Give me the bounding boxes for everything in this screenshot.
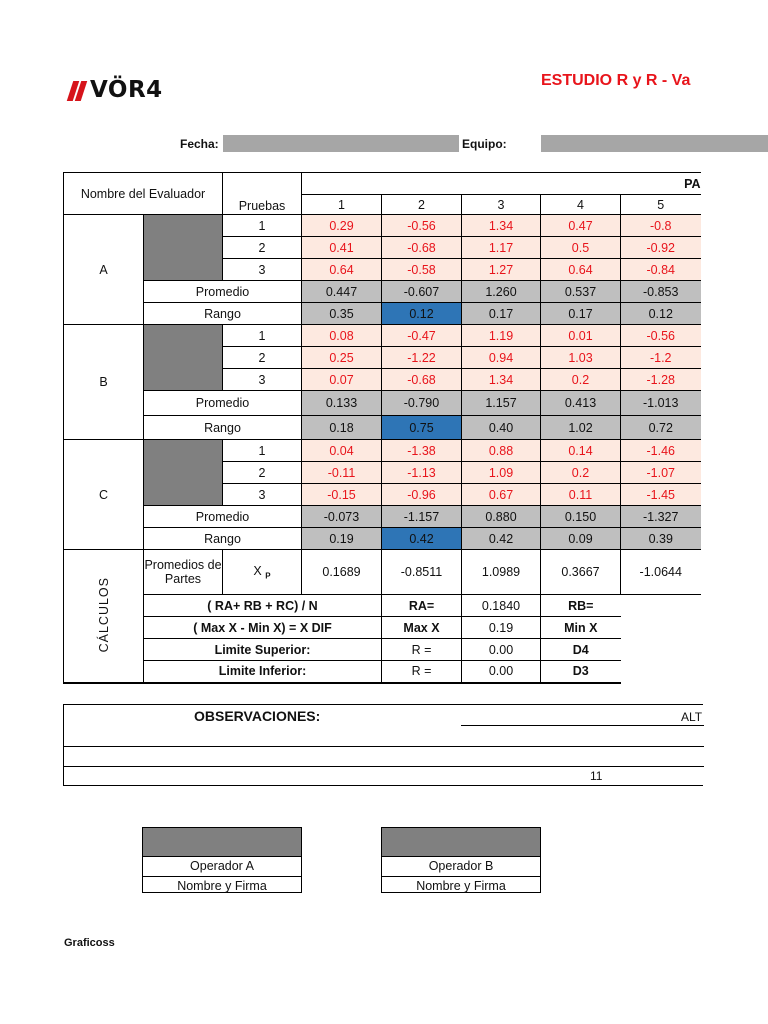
trial-label: 1 xyxy=(223,215,302,237)
promedio-cell: -0.790 xyxy=(382,391,462,416)
rango-cell: 0.39 xyxy=(621,528,701,550)
measurement-cell[interactable]: 1.34 xyxy=(462,215,541,237)
calc-label: Max X xyxy=(382,617,462,639)
rr-data-table xyxy=(63,172,701,684)
measurement-cell[interactable]: -1.45 xyxy=(621,484,701,506)
part-number: 2 xyxy=(382,195,462,215)
signature-area[interactable] xyxy=(143,828,301,857)
promedio-label: Promedio xyxy=(144,281,302,303)
promedio-cell: 0.880 xyxy=(462,506,541,528)
signature-box-operador-a xyxy=(142,827,302,893)
evaluator-a-name-field[interactable] xyxy=(144,215,223,281)
signature-area[interactable] xyxy=(382,828,540,857)
part-number: 3 xyxy=(462,195,541,215)
observaciones-right-text: ALT xyxy=(681,710,703,724)
xp-label xyxy=(223,550,302,595)
measurement-cell[interactable]: -0.8 xyxy=(621,215,701,237)
signature-caption: Nombre y Firma xyxy=(143,876,301,896)
measurement-cell[interactable]: -0.84 xyxy=(621,259,701,281)
limite-inferior-label: Limite Inferior: xyxy=(144,661,382,683)
promedio-label: Promedio xyxy=(144,506,302,528)
calc-value: 0.1840 xyxy=(462,595,541,617)
measurement-cell[interactable]: -1.28 xyxy=(621,369,701,391)
rango-cell: 1.02 xyxy=(541,416,621,440)
calc-value: 0.00 xyxy=(462,639,541,661)
evaluator-name-c: C xyxy=(64,440,144,550)
measurement-cell[interactable]: 0.64 xyxy=(541,259,621,281)
rango-cell: 0.72 xyxy=(621,416,701,440)
promedio-cell: 1.260 xyxy=(462,281,541,303)
calc-label-2: D3 xyxy=(541,661,621,683)
measurement-cell[interactable]: -1.22 xyxy=(382,347,462,369)
measurement-cell[interactable]: -0.58 xyxy=(382,259,462,281)
rango-cell: 0.12 xyxy=(621,303,701,325)
pruebas-header: Pruebas xyxy=(223,173,302,215)
operator-name: Operador B xyxy=(428,859,494,873)
measurement-cell[interactable]: -1.07 xyxy=(621,462,701,484)
promedio-cell: 0.150 xyxy=(541,506,621,528)
evaluator-name-b: B xyxy=(64,325,144,440)
evaluador-header: Nombre del Evaluador xyxy=(64,173,223,215)
calc-value: 0.19 xyxy=(462,617,541,639)
part-number: 4 xyxy=(541,195,621,215)
trial-label: 1 xyxy=(223,325,302,347)
measurement-cell[interactable]: 1.03 xyxy=(541,347,621,369)
rango-label: Rango xyxy=(144,303,302,325)
logo-text: VÖR4 xyxy=(90,77,163,103)
trial-label: 1 xyxy=(223,440,302,462)
part-number: 5 xyxy=(621,195,701,215)
observaciones-underline xyxy=(461,725,704,726)
xp-cell: 1.0989 xyxy=(462,550,541,595)
promedio-cell: 0.537 xyxy=(541,281,621,303)
measurement-cell[interactable]: -1.2 xyxy=(621,347,701,369)
promedio-cell: 0.133 xyxy=(302,391,382,416)
rango-cell: 0.17 xyxy=(462,303,541,325)
rango-cell: 0.17 xyxy=(541,303,621,325)
rango-cell: 0.40 xyxy=(462,416,541,440)
signature-box-operador-b xyxy=(381,827,541,893)
trial-label: 2 xyxy=(223,462,302,484)
measurement-cell[interactable]: 0.47 xyxy=(541,215,621,237)
measurement-cell[interactable]: 0.2 xyxy=(541,462,621,484)
observaciones-line xyxy=(64,766,704,767)
measurement-cell[interactable]: -1.38 xyxy=(382,440,462,462)
promedio-cell: 0.447 xyxy=(302,281,382,303)
measurement-cell[interactable]: 0.88 xyxy=(462,440,541,462)
limite-superior-label: Limite Superior: xyxy=(144,639,382,661)
measurement-cell[interactable]: -0.68 xyxy=(382,237,462,259)
calculos-section xyxy=(64,550,144,683)
measurement-cell[interactable]: 1.19 xyxy=(462,325,541,347)
measurement-cell[interactable]: -0.47 xyxy=(382,325,462,347)
measurement-cell[interactable]: 0.94 xyxy=(462,347,541,369)
footer-text: Graficoss xyxy=(64,937,115,949)
calc-label-2: D4 xyxy=(541,639,621,661)
promedios-partes-label: Promedios de Partes xyxy=(144,550,223,595)
promedio-cell: 0.413 xyxy=(541,391,621,416)
equipo-field[interactable] xyxy=(541,135,768,152)
fecha-field[interactable] xyxy=(223,135,459,152)
equipo-label: Equipo: xyxy=(462,137,507,151)
xp-subscript: P xyxy=(265,571,271,581)
rango-cell-selected[interactable]: 0.75 xyxy=(382,416,462,440)
observaciones-line xyxy=(64,746,704,747)
logo-mark-icon xyxy=(66,79,88,101)
calculos-label: CÁLCULOS xyxy=(96,576,111,652)
measurement-cell[interactable]: -0.96 xyxy=(382,484,462,506)
evaluator-b-name-field[interactable] xyxy=(144,325,223,391)
trial-label: 2 xyxy=(223,347,302,369)
xp-cell: -0.8511 xyxy=(382,550,462,595)
promedio-cell: -1.157 xyxy=(382,506,462,528)
xp-cell: 0.1689 xyxy=(302,550,382,595)
measurement-cell[interactable]: -0.11 xyxy=(302,462,382,484)
measurement-cell[interactable]: 0.08 xyxy=(302,325,382,347)
calc-label: R = xyxy=(382,661,462,683)
evaluator-c-name-field[interactable] xyxy=(144,440,223,506)
measurement-cell[interactable]: 0.64 xyxy=(302,259,382,281)
xp-cell: 0.3667 xyxy=(541,550,621,595)
measurement-cell[interactable]: -0.92 xyxy=(621,237,701,259)
trial-label: 3 xyxy=(223,259,302,281)
measurement-cell[interactable]: 1.27 xyxy=(462,259,541,281)
measurement-cell[interactable]: 0.04 xyxy=(302,440,382,462)
promedio-label: Promedio xyxy=(144,391,302,416)
observaciones-number: 11 xyxy=(590,769,603,783)
part-number: 1 xyxy=(302,195,382,215)
measurement-cell[interactable]: 1.09 xyxy=(462,462,541,484)
operator-name: Operador A xyxy=(190,859,254,873)
measurement-cell[interactable]: -0.56 xyxy=(382,215,462,237)
signature-caption: Nombre y Firma xyxy=(382,876,540,896)
measurement-cell[interactable]: 0.2 xyxy=(541,369,621,391)
calc-label-2: RB= xyxy=(541,595,621,617)
promedio-cell: 1.157 xyxy=(462,391,541,416)
rango-cell: 0.35 xyxy=(302,303,382,325)
measurement-cell[interactable]: 0.67 xyxy=(462,484,541,506)
measurement-cell[interactable]: 0.01 xyxy=(541,325,621,347)
company-logo xyxy=(66,78,163,102)
measurement-cell[interactable]: -1.13 xyxy=(382,462,462,484)
measurement-cell[interactable]: -0.15 xyxy=(302,484,382,506)
rango-cell: 0.19 xyxy=(302,528,382,550)
trial-label: 3 xyxy=(223,369,302,391)
measurement-cell[interactable]: 0.25 xyxy=(302,347,382,369)
rango-cell: 0.09 xyxy=(541,528,621,550)
measurement-cell[interactable]: 0.07 xyxy=(302,369,382,391)
trial-label: 3 xyxy=(223,484,302,506)
formula-xdif: ( Max X - Min X) = X DIF xyxy=(144,617,382,639)
promedio-cell: -0.607 xyxy=(382,281,462,303)
measurement-cell[interactable]: 0.5 xyxy=(541,237,621,259)
measurement-cell[interactable]: 1.17 xyxy=(462,237,541,259)
calc-label: R = xyxy=(382,639,462,661)
rango-label: Rango xyxy=(144,528,302,550)
rango-cell-selected[interactable]: 0.42 xyxy=(382,528,462,550)
observaciones-box xyxy=(63,704,703,786)
calc-label: RA= xyxy=(382,595,462,617)
calc-label-2: Min X xyxy=(541,617,621,639)
trial-label: 2 xyxy=(223,237,302,259)
measurement-cell[interactable]: 0.41 xyxy=(302,237,382,259)
promedio-cell: -1.013 xyxy=(621,391,701,416)
rango-cell: 0.42 xyxy=(462,528,541,550)
evaluator-name-a: A xyxy=(64,215,144,325)
rango-cell: 0.18 xyxy=(302,416,382,440)
calc-value: 0.00 xyxy=(462,661,541,683)
xp-symbol: X xyxy=(253,563,262,578)
promedio-cell: -0.073 xyxy=(302,506,382,528)
document-title: ESTUDIO R y R - Va xyxy=(541,72,691,89)
observaciones-label: OBSERVACIONES: xyxy=(194,708,321,724)
measurement-cell[interactable]: -0.56 xyxy=(621,325,701,347)
rango-cell-selected[interactable]: 0.12 xyxy=(382,303,462,325)
rango-label: Rango xyxy=(144,416,302,440)
measurement-cell[interactable]: -1.46 xyxy=(621,440,701,462)
partes-header: PA xyxy=(302,173,701,195)
promedio-cell: -1.327 xyxy=(621,506,701,528)
measurement-cell[interactable]: 1.34 xyxy=(462,369,541,391)
formula-ra: ( RA+ RB + RC) / N xyxy=(144,595,382,617)
fecha-label: Fecha: xyxy=(180,137,219,151)
xp-cell: -1.0644 xyxy=(621,550,701,595)
measurement-cell[interactable]: -0.68 xyxy=(382,369,462,391)
measurement-cell[interactable]: 0.11 xyxy=(541,484,621,506)
promedio-cell: -0.853 xyxy=(621,281,701,303)
measurement-cell[interactable]: 0.14 xyxy=(541,440,621,462)
measurement-cell[interactable]: 0.29 xyxy=(302,215,382,237)
